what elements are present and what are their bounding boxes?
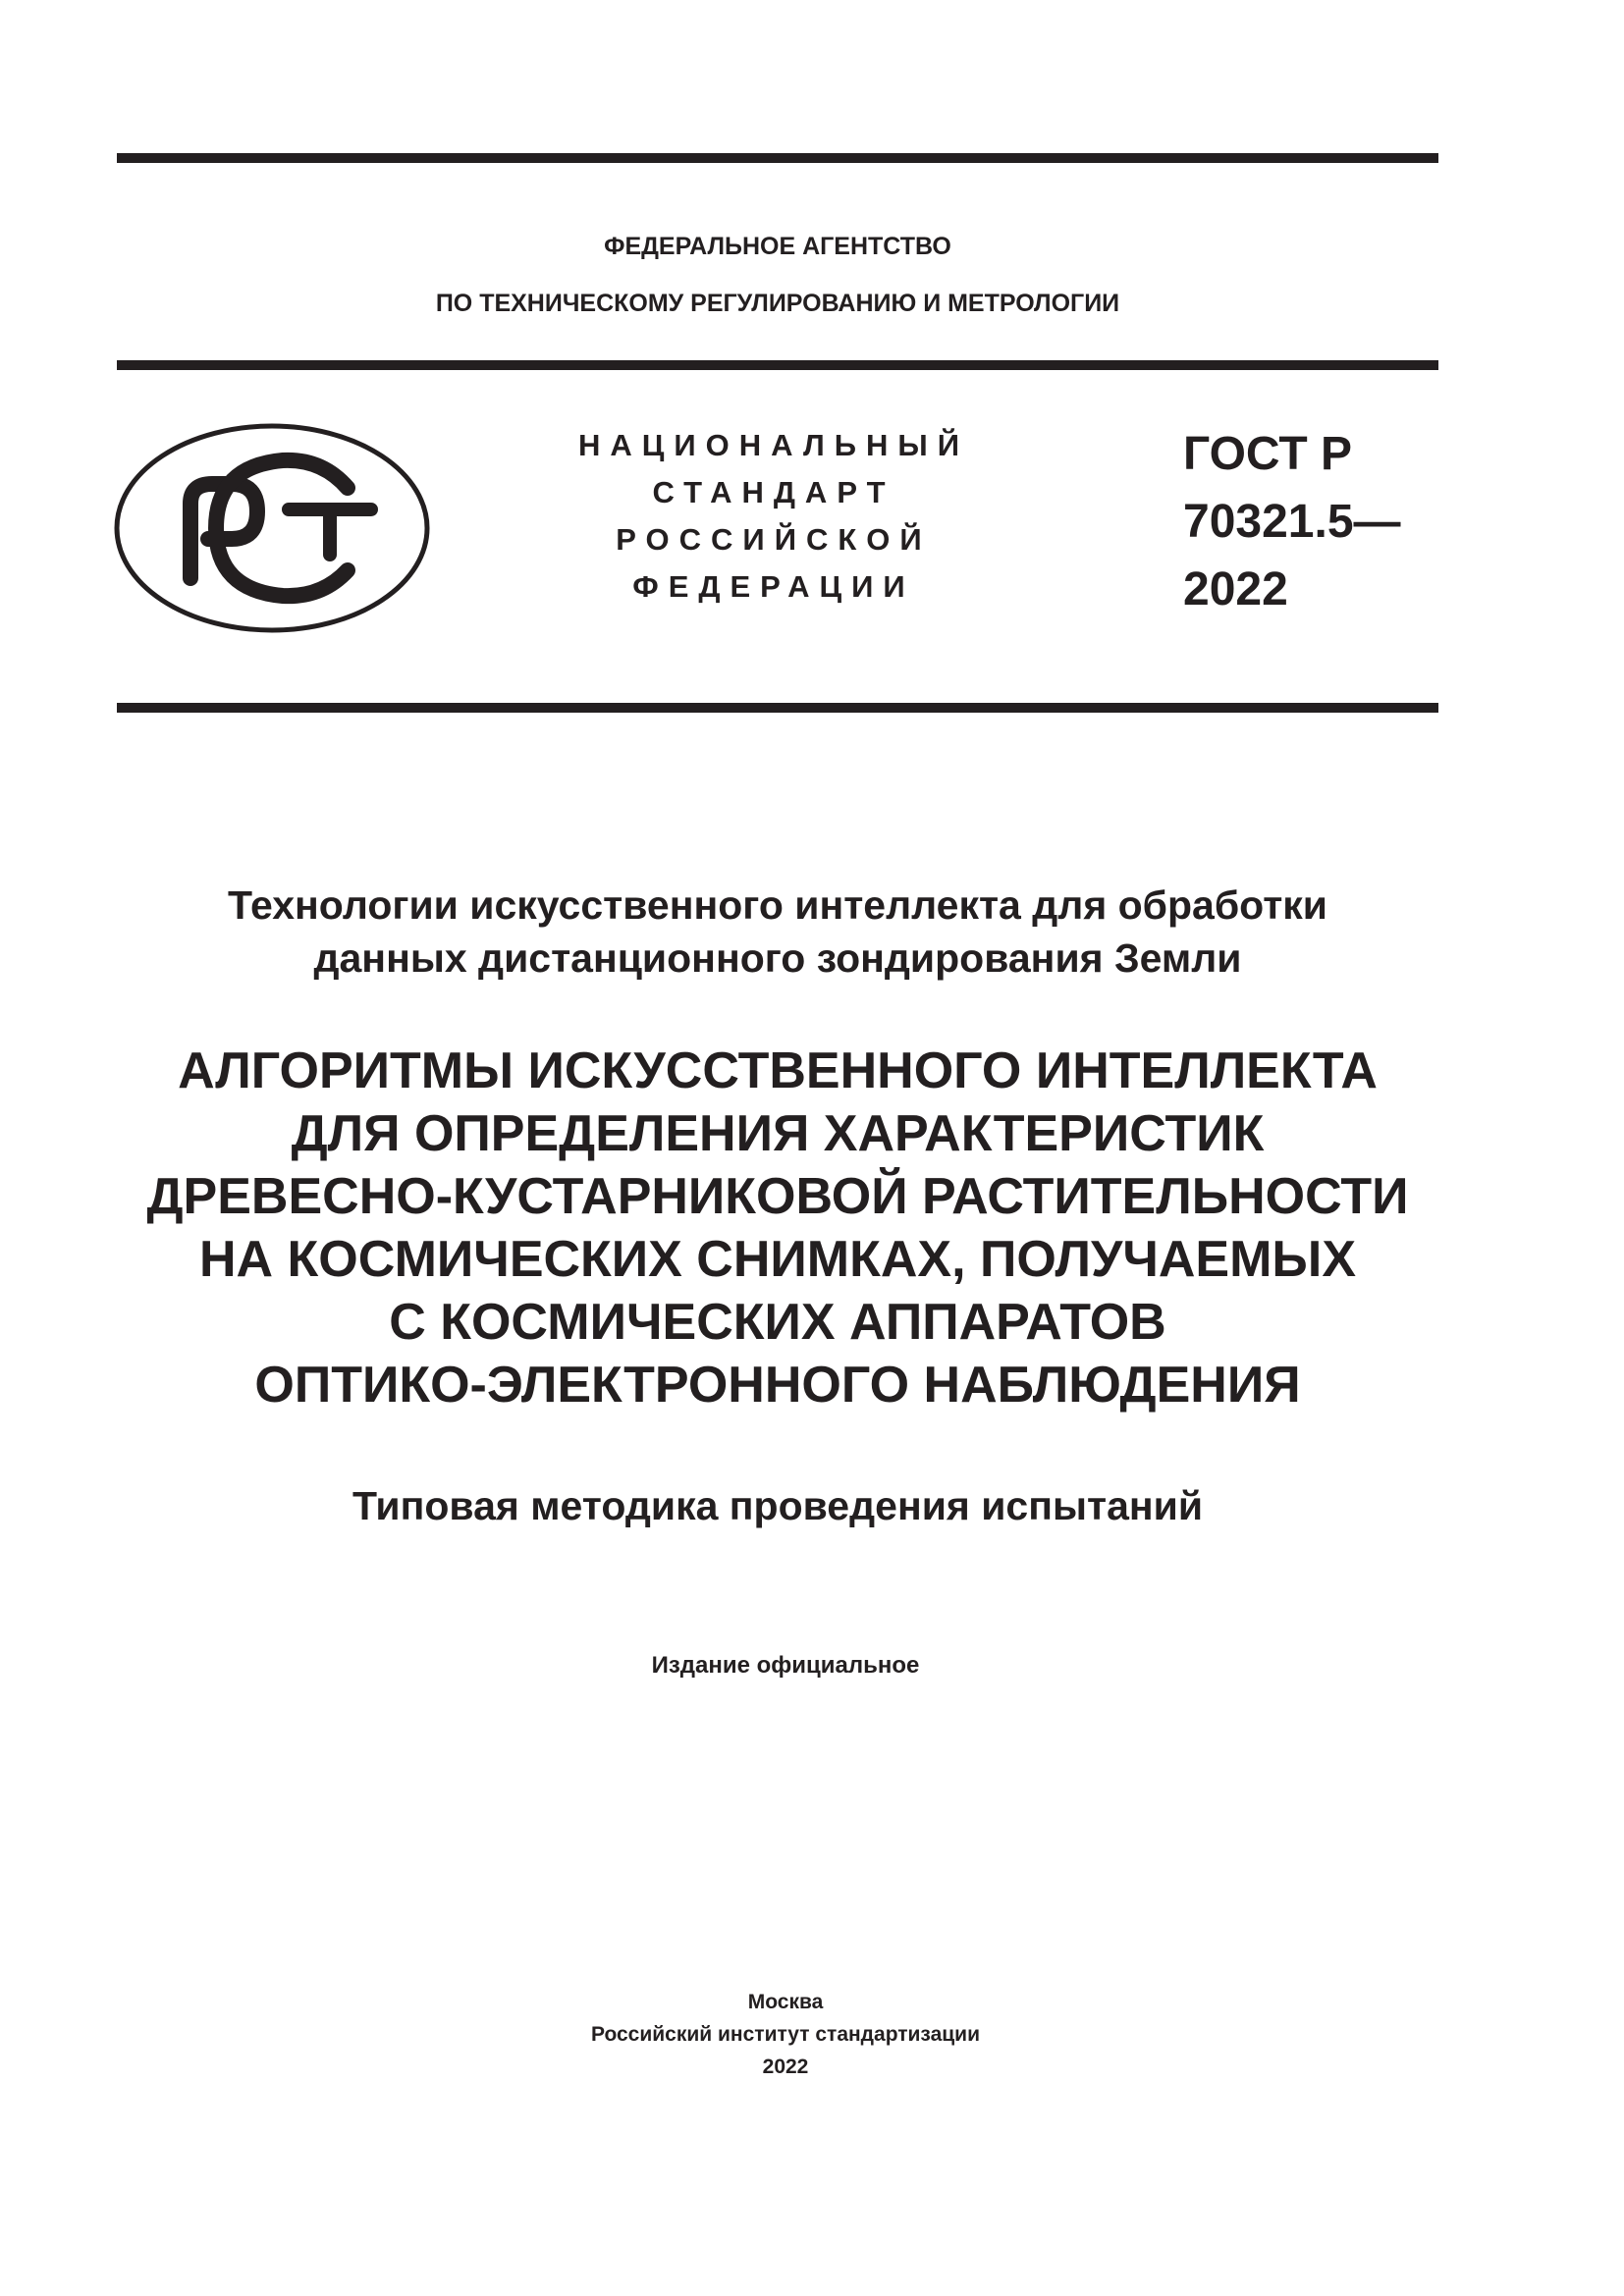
designation-line-3: 2022 — [1183, 563, 1288, 615]
designation-line-2: 70321.5— — [1183, 496, 1401, 548]
standard-type — [550, 422, 998, 611]
imprint — [295, 1986, 1276, 2083]
standard-type-line-3: РОССИЙСКОЙ — [616, 522, 932, 557]
header-rule — [117, 360, 1438, 370]
rst-mark-icon — [114, 423, 430, 633]
part-title: Типовая методика проведения испытаний — [352, 1483, 1204, 1528]
agency-line-1: ФЕДЕРАЛЬНОЕ АГЕНТСТВО — [604, 233, 951, 260]
designation-line-1: ГОСТ Р — [1183, 428, 1353, 480]
imprint-year: 2022 — [762, 2056, 809, 2078]
general-title-line-2: данных дистанционного зондирования Земли — [313, 935, 1242, 981]
standard-type-line-1: НАЦИОНАЛЬНЫЙ — [577, 428, 970, 462]
main-title-line: ДЛЯ ОПРЕДЕЛЕНИЯ ХАРАКТЕРИСТИК — [291, 1105, 1265, 1162]
main-title-line: С КОСМИЧЕСКИХ АППАРАТОВ — [389, 1294, 1166, 1351]
main-title-line: ОПТИКО-ЭЛЕКТРОННОГО НАБЛЮДЕНИЯ — [254, 1357, 1301, 1414]
general-title-line-1: Технологии искусственного интеллекта для обработки — [227, 882, 1328, 928]
general-title — [98, 879, 1457, 985]
main-title-line: АЛГОРИТМЫ ИСКУССТВЕННОГО ИНТЕЛЛЕКТА — [178, 1042, 1378, 1099]
top-rule — [117, 153, 1438, 163]
main-title-line: ДРЕВЕСНО-КУСТАРНИКОВОЙ РАСТИТЕЛЬНОСТИ — [146, 1168, 1409, 1225]
standard-type-line-2: СТАНДАРТ — [652, 475, 895, 509]
imprint-city: Москва — [747, 1991, 824, 2013]
title-block-rule — [117, 703, 1438, 713]
imprint-publisher: Российский институт стандартизации — [590, 2023, 981, 2046]
main-title-line: НА КОСМИЧЕСКИХ СНИМКАХ, ПОЛУЧАЕМЫХ — [198, 1231, 1357, 1288]
main-title — [79, 1040, 1477, 1416]
standard-type-line-4: ФЕДЕРАЦИИ — [632, 569, 915, 604]
edition-label: Издание официальное — [651, 1652, 920, 1679]
agency-name — [117, 218, 1438, 332]
standard-designation — [1183, 420, 1438, 623]
agency-line-2: ПО ТЕХНИЧЕСКОМУ РЕГУЛИРОВАНИЮ И МЕТРОЛОГИИ — [435, 290, 1120, 317]
